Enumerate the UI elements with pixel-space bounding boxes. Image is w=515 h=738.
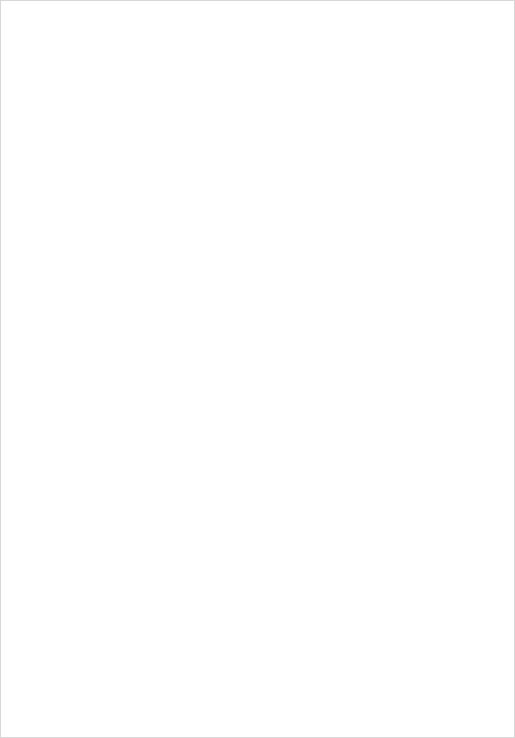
lower-text-block: [16, 388, 499, 706]
upper-text-block: [16, 44, 499, 362]
